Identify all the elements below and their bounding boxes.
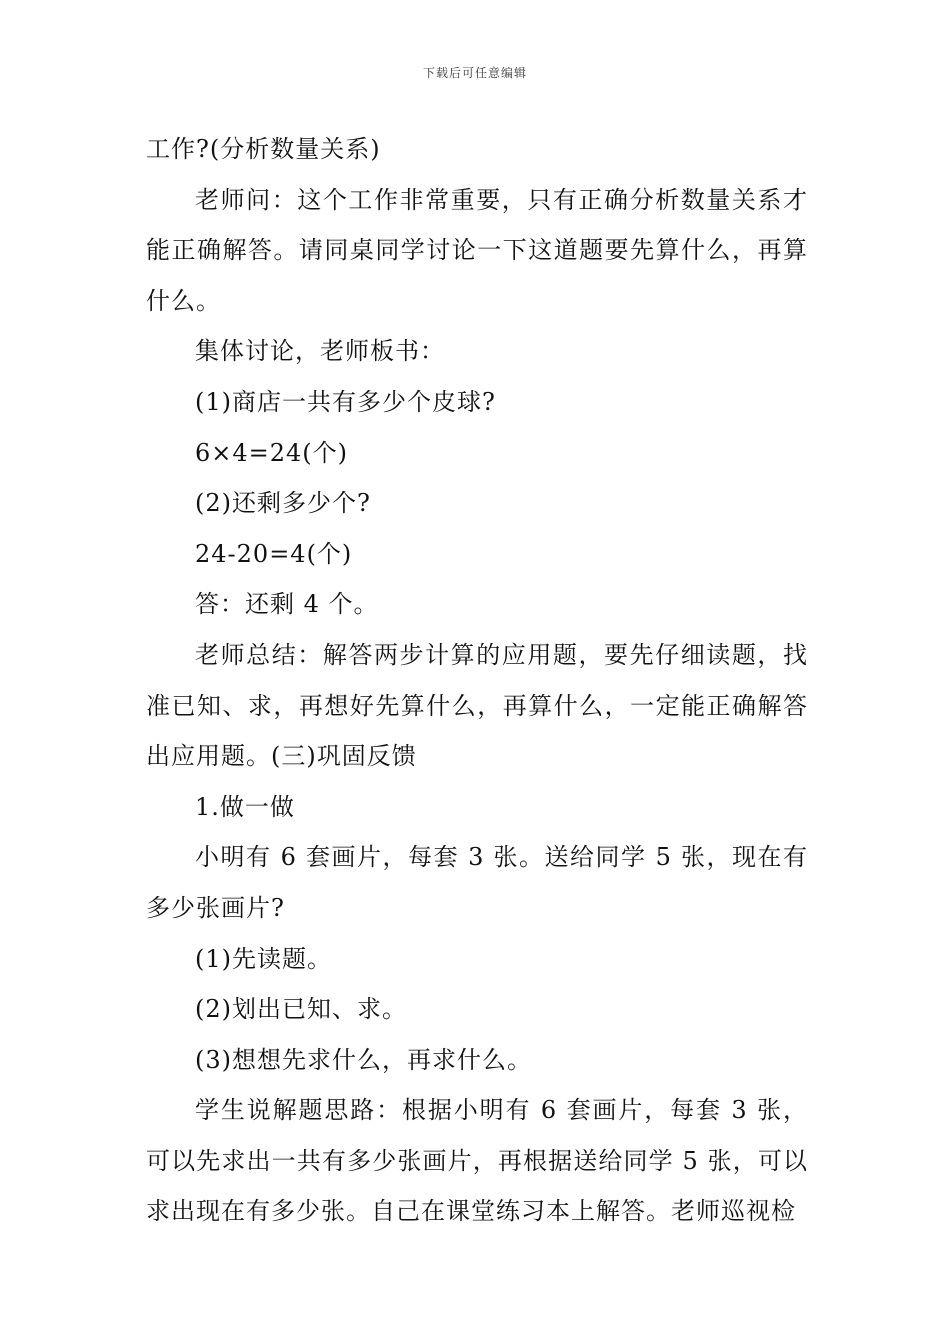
page-header: 下载后可任意编辑 [422,66,527,80]
paragraph-answer: 答：还剩 4 个。 [195,590,379,619]
paragraph-continuation: 工作?(分析数量关系) [146,135,381,163]
paragraph-student-reasoning: 学生说解题思路：根据小明有 6 套画片，每套 3 张，可以先求出一共有多少张画片，再根据送给同学 5 张，可以求出现在有多少张。自己在课堂练习本上解答。老师巡视检 [146,1096,808,1226]
paragraph-exercise-step-3: (3)想想先求什么，再求什么。 [195,1045,532,1074]
document-body [146,124,808,1237]
paragraph-exercise-step-2: (2)划出已知、求。 [195,995,407,1024]
paragraph-group-discussion: 集体讨论，老师板书： [195,337,445,366]
paragraph-teacher-summary: 老师总结：解答两步计算的应用题，要先仔细读题，找准已知、求，再想好先算什么，再算什么，一定能正确解答出应用题。(三)巩固反馈 [146,640,808,771]
paragraph-step-2: (2)还剩多少个? [195,489,371,518]
paragraph-exercise-title: 1.做一做 [195,792,295,821]
paragraph-exercise-step-1: (1)先读题。 [195,944,332,973]
paragraph-teacher-question: 老师问：这个工作非常重要，只有正确分析数量关系才能正确解答。请同桌同学讨论一下这道题要先算什么，再算什么。 [146,185,808,315]
paragraph-equation-1: 6×4=24(个) [195,438,349,467]
paragraph-equation-2: 24-20=4(个) [195,539,353,568]
paragraph-step-1: (1)商店一共有多少个皮球? [195,387,496,416]
paragraph-exercise-problem: 小明有 6 套画片，每套 3 张。送给同学 5 张，现在有多少张画片? [146,843,808,922]
